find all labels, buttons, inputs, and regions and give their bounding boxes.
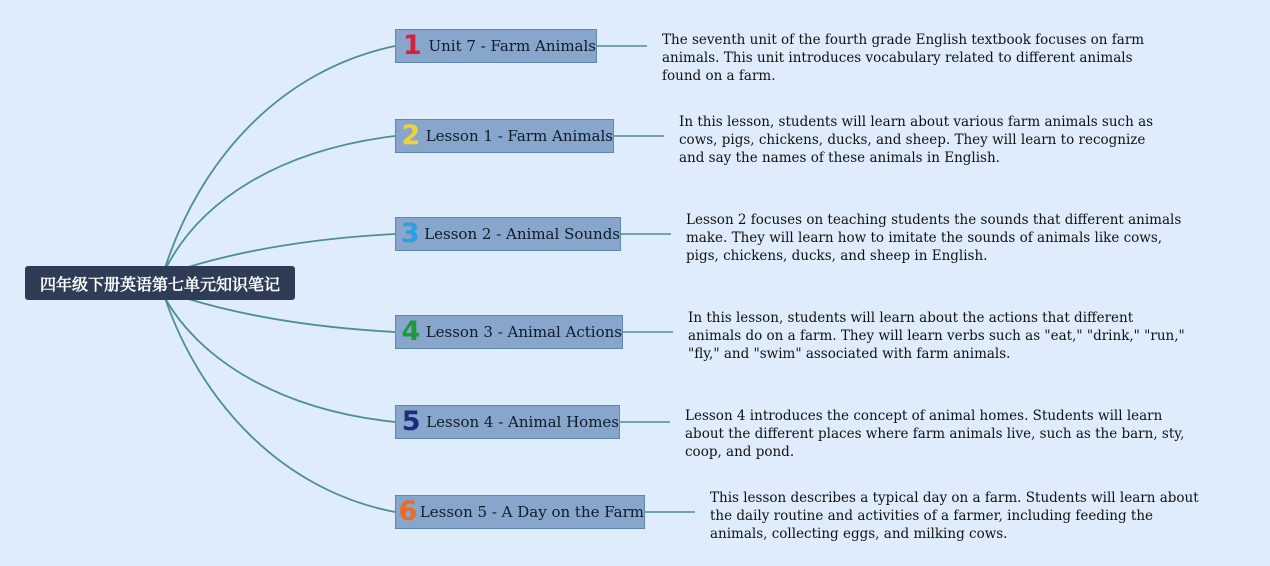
branch-link-3 <box>185 234 395 268</box>
topic-lesson-3[interactable] <box>395 315 623 349</box>
topic-title: Unit 7 - Farm Animals <box>428 37 596 55</box>
number-2-icon: 2 <box>401 120 421 151</box>
topic-lesson-4[interactable] <box>395 405 620 439</box>
number-5-icon: 5 <box>401 406 421 437</box>
branch-link-4 <box>185 298 395 332</box>
topic-title: Lesson 5 - A Day on the Farm <box>419 503 644 521</box>
number-4-icon: 4 <box>401 316 421 347</box>
number-1-icon: 1 <box>402 30 422 61</box>
number-6-icon: 6 <box>398 496 418 527</box>
topic-title: Lesson 2 - Animal Sounds <box>424 225 620 243</box>
topic-title: Lesson 4 - Animal Homes <box>426 413 619 431</box>
number-3-icon: 3 <box>400 218 420 249</box>
topic-note-2: In this lesson, students will learn about various farm animals such as cows, pigs, chickens, ducks, and sheep. They will learn to recognize and say the names of these animals in English. <box>679 114 1154 166</box>
topic-title: Lesson 1 - Farm Animals <box>425 127 613 145</box>
root-label: 四年级下册英语第七单元知识笔记 <box>39 274 280 294</box>
branch-link-5 <box>165 298 395 422</box>
topic-note-5: Lesson 4 introduces the concept of animal homes. Students will learn about the different places where farm animals live, such as the barn, sty, coop, and pond. <box>685 408 1185 460</box>
topic-note-1: The seventh unit of the fourth grade English textbook focuses on farm animals. This unit introduces vocabulary related to different animals found on a farm. <box>662 32 1145 84</box>
topic-lesson-1[interactable] <box>395 119 614 153</box>
topic-note-6: This lesson describes a typical day on a farm. Students will learn about the daily routine and activities of a farmer, including feeding the animals, collecting eggs, and milking cows. <box>710 490 1199 542</box>
topic-lesson-2[interactable] <box>395 217 621 251</box>
branch-link-2 <box>165 136 395 270</box>
root-node[interactable] <box>25 266 295 300</box>
topic-note-3: Lesson 2 focuses on teaching students the sounds that different animals make. They will learn how to imitate the sounds of animals like cows, pigs, chickens, ducks, and sheep in English. <box>686 212 1182 264</box>
topic-lesson-5[interactable] <box>395 495 645 529</box>
topic-title: Lesson 3 - Animal Actions <box>425 323 622 341</box>
branch-link-1 <box>165 46 395 268</box>
topic-unit-7[interactable] <box>395 29 597 63</box>
topic-note-4: In this lesson, students will learn about the actions that different animals do on a farm. They will learn verbs such as "eat," "drink," "run," "fly," and "swim" associated with farm animals. <box>688 310 1185 362</box>
